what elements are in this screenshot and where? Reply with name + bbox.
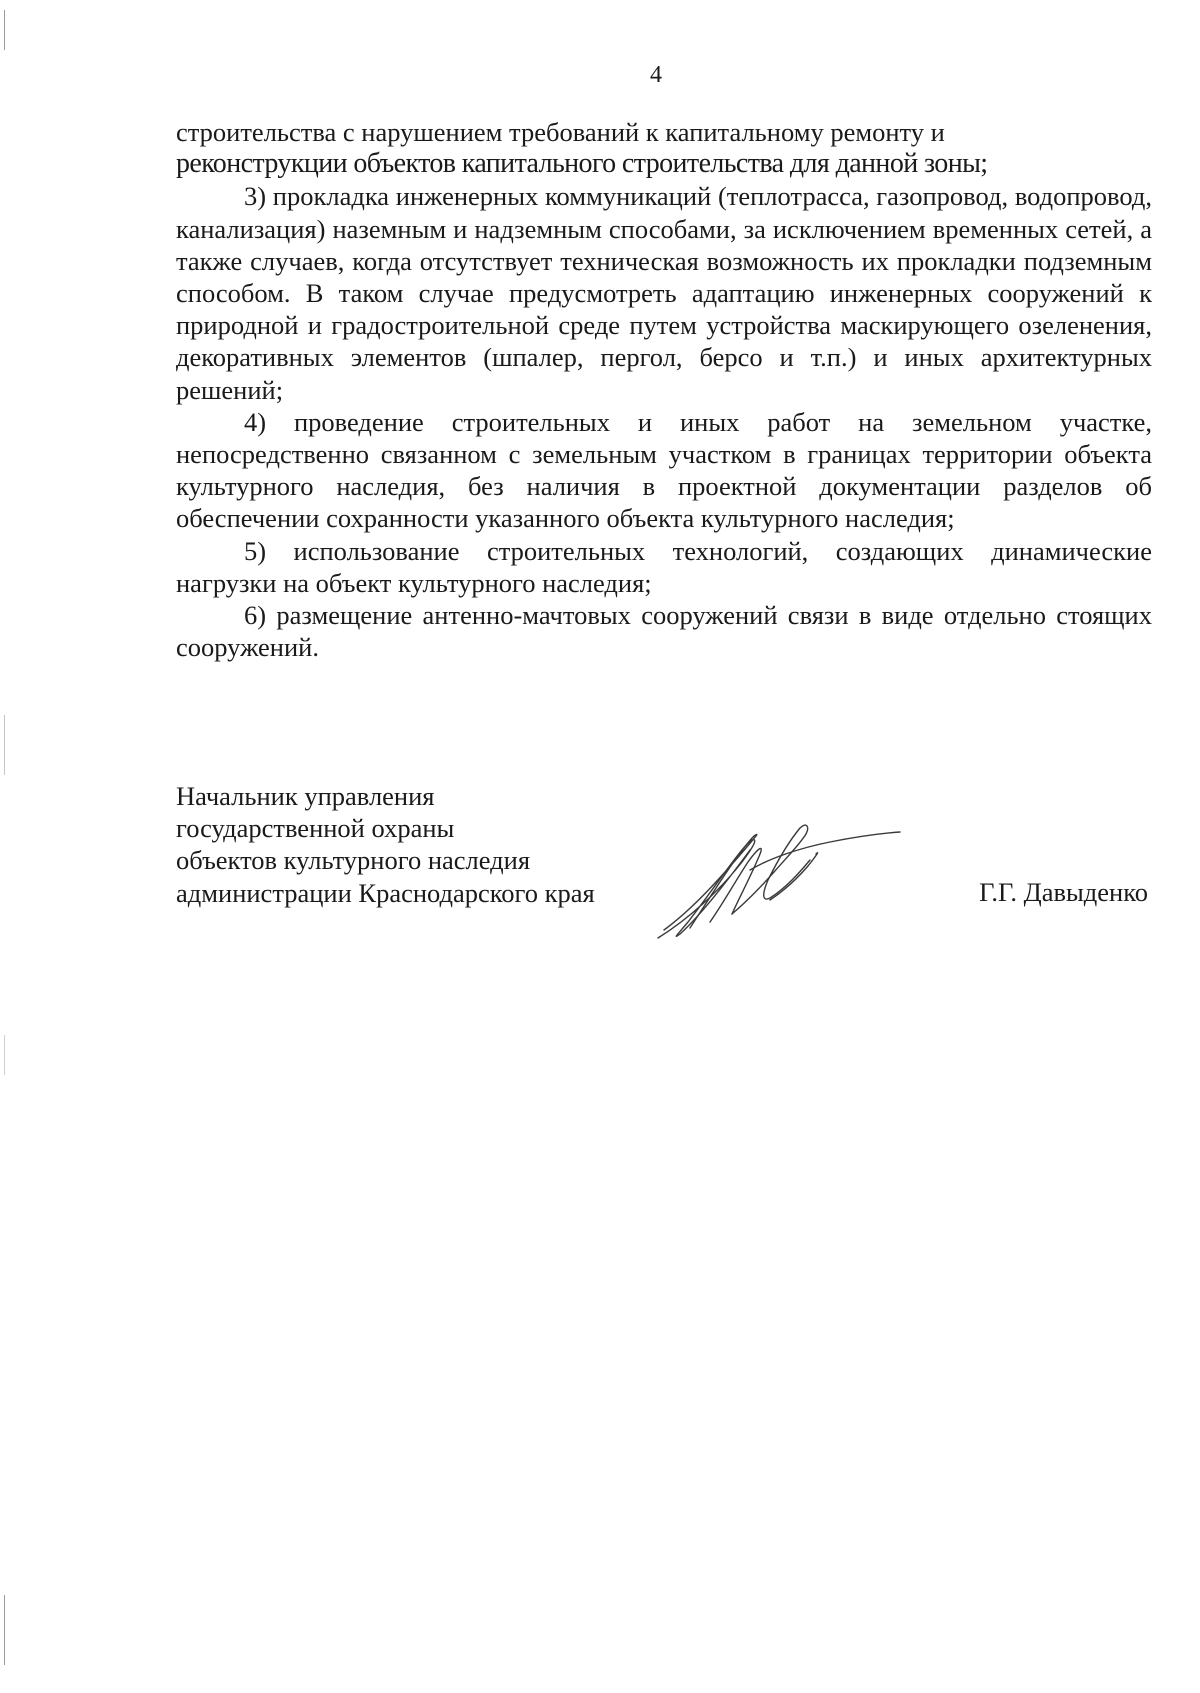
scan-edge-mark xyxy=(4,715,5,775)
paragraph-item-5: 5) использование строительных технологий, создающих динамические нагрузки на объект культурного наследия; xyxy=(176,535,1152,598)
page-number: 4 xyxy=(650,62,662,88)
scan-edge-mark xyxy=(4,1035,5,1075)
scan-edge-mark xyxy=(4,1595,5,1665)
paragraph-item-3: 3) прокладка инженерных коммуникаций (теплотрасса, газопровод, водопровод, канализация) наземным и надземным способами, за исключением временных сетей, а также случаев, когда отсутствует техническая возможность их прокладки подземным способом. В таком случае предусмотреть адаптацию инженерных сооружений к природной и градостроительной среде путем устройства маскирующего озеленения, декоративных элементов (шпалер, пергол, берсо и т.п.) и иных архитектурных решений; xyxy=(176,181,1152,405)
scan-edge-mark xyxy=(4,10,5,50)
signatory-name: Г.Г. Давыденко xyxy=(979,877,1148,907)
signatory-title-line: объектов культурного наследия xyxy=(176,845,531,876)
signatory-title-line: администрации Краснодарского края xyxy=(176,877,595,908)
signatory-title-line: государственной охраны xyxy=(176,813,455,844)
signatory-title xyxy=(176,780,595,909)
document-body xyxy=(176,116,1152,663)
paragraph-item-4: 4) проведение строительных и иных работ на земельном участке, непосредственно связанном с земельным участком в границах территории объекта культурного наследия, без наличия в проектной документации разделов об обеспечении сохранности указанного объекта культурного наследия; xyxy=(176,406,1152,534)
paragraph-continuation-end: реконструкции объектов капитального строительства для данной зоны; xyxy=(176,148,988,180)
signatory-title-line: Начальник управления xyxy=(176,781,435,811)
paragraph-continuation-line: строительства с нарушением требований к капитальному ремонту и xyxy=(176,117,945,147)
paragraph-item-6: 6) размещение антенно-мачтовых сооружений связи в виде отдельно стоящих сооружений. xyxy=(176,600,1152,663)
handwritten-signature xyxy=(650,810,910,950)
